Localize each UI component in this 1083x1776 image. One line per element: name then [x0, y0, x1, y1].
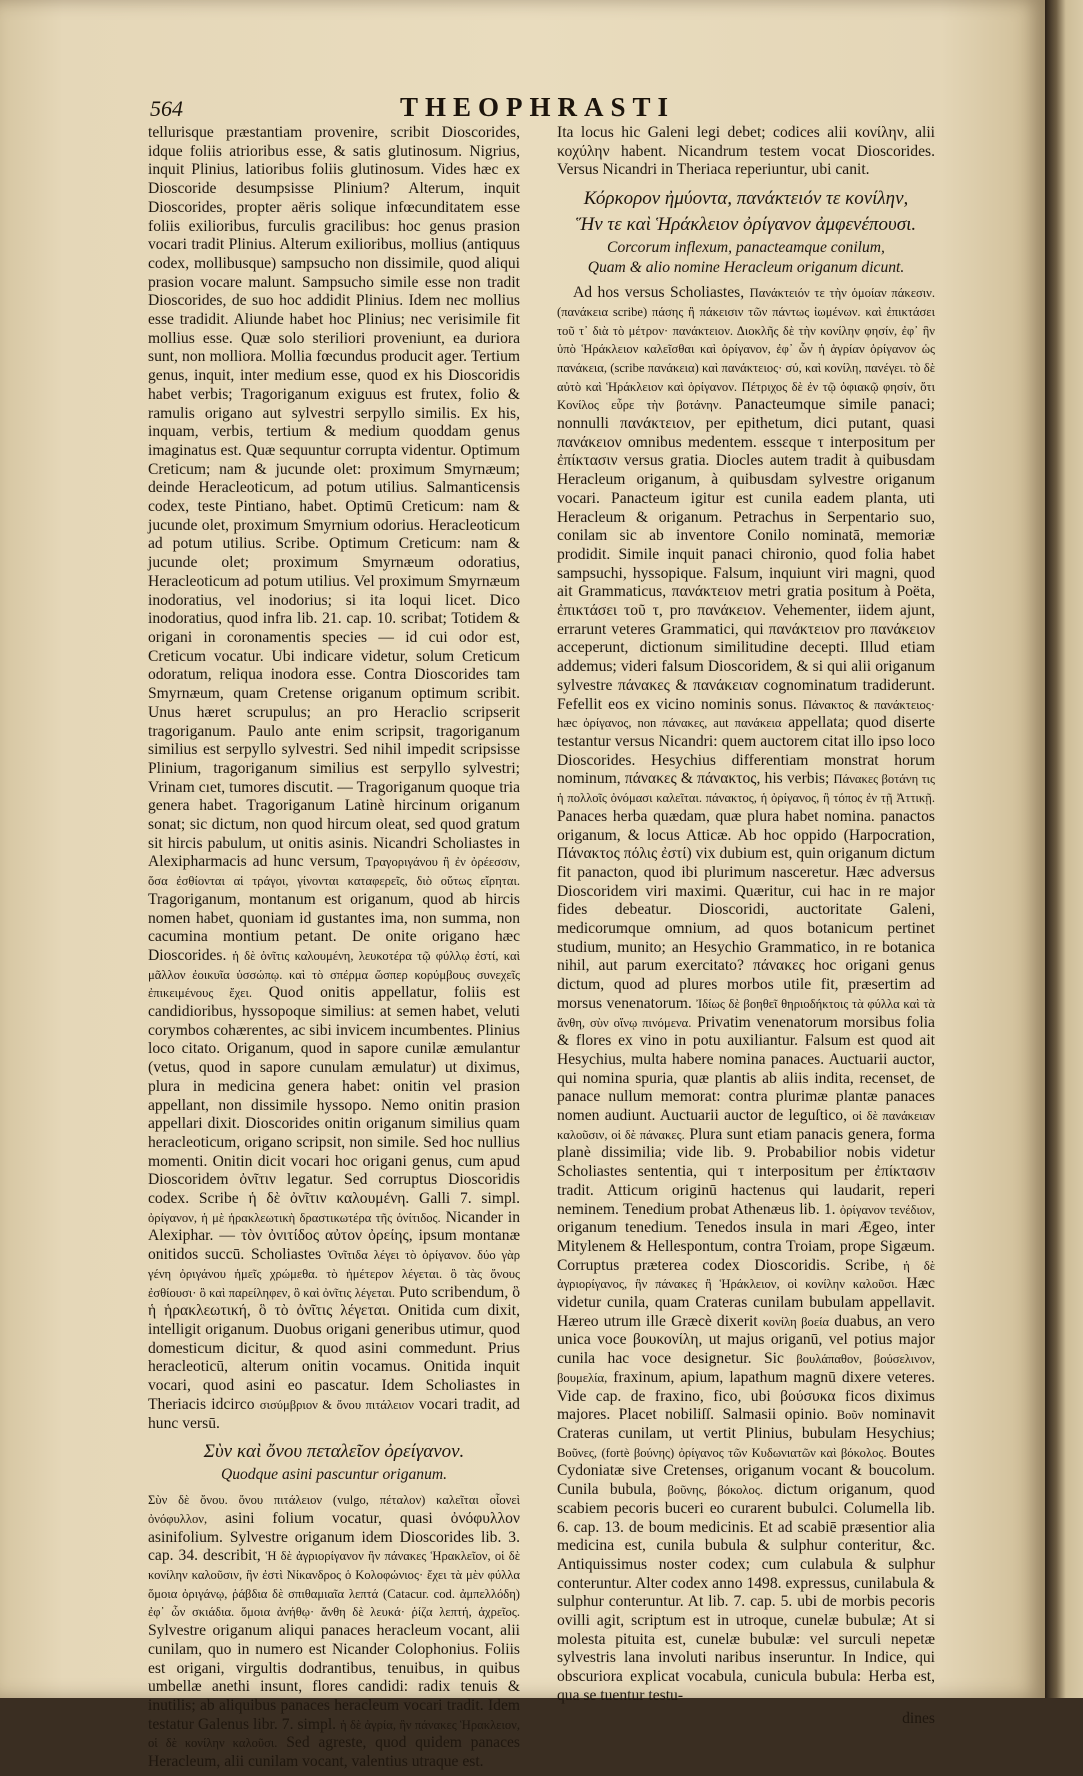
greek-quote: ὀρίγανον, ἡ μὲ ἡρακλεωτικὴ δραστικωτέρα τῆς ὀνίτιδος. [148, 1210, 441, 1225]
right-column [557, 124, 935, 1728]
text-run: Sylvestre origanum aliqui panaces heracleum vocant, alii cunilam, quo in numero est Nicander Colophonius. Foliis est origani, virgultis dodrantibus, tenuibus, in quibus umbellæ anethi insunt, flores candidi: radix tenuis & inutilis; ab aliquibus panaces heracleum vocari tradit. Idem testatur Galenus libr. 7. simpl. [148, 1622, 520, 1733]
text-run: Puto scribendum, ὃ ἡ ἡρακλεωτική, ὃ τὸ ὀνῖτις λέγεται. Onitida cum dixit, intelligit origanum. Duobus origani generibus utimur, quod domesticum dicitur, & quod asini commedunt. Prius heracleoticū, alterum onitin vocamus. Onitida inquit vocari, quod asini eo pascatur. Idem Scholiastes in Theriacis idcirco [148, 1283, 520, 1413]
text-run: Panaces herba quædam, quæ plura habet nomina. panactos origanum, & locus Atticæ. Ab hoc oppido (Harpocration, Πάνακτος πόλις ἐστί) vix dubium est, quin origanum dictum fit panacton, quod ibi plurimum nasceretur. Hæc adversus Dioscoridem viri maximi. Quæritur, cui hac in re major fides debeatur. Dioscoridi, auctoritate Galeni, medicorumque omnium, ad quos botanicum pertinet studium, munito; an Hesychio Grammatico, in re botanica nihil, aut parum exercitato? πάνακες hoc origani genus dictum, quod ad plures morbos utile fit, præsertim ad morsus venenatorum. [557, 807, 935, 1012]
text-run: fraxinum, apium, lapathum magnū dixere veteres. Vide cap. de fraxino, fico, ubi βούσυκα ficos diximus majores. Placet nobiliſſ. Salmasii opinio. [557, 1368, 935, 1424]
greek-quote: Πανάκτειόν τε τὴν ὁμοίαν πάκεσιν. (πανάκεια scribe) πάσης ἢ πάκεισιν τῶν πάντως ἰωμένων. καὶ ἐπικτάσει τοῦ τ᾽ διὰ τὸ μέτρον· πανάκτειον. Διοκλῆς δὲ τὴν κονίλην φησίν, ἐφ᾽ ἣν ὑπὸ Ἡράκλειον καλεῖσθαι καὶ ὀρίγανον, ἐφ᾽ ὧν ἡ ἀγρίαν ὀρίγανον ὡς πανάκεια, (scribe πανάκεια) καὶ πανάκτειος· σύ, καὶ κονίλη, πανέγει. τὸ δὲ αὐτὸ καὶ Ἡράκλειον καὶ ὀρίγανον. Πέτριχος δὲ ἐν τῷ ὀφιακῷ φησίν, ὅτι Κονίλος εὗρε τὴν βοτάνην. [557, 286, 935, 413]
paragraph [148, 124, 520, 1433]
page-number: 564 [150, 96, 183, 121]
verse-latin-line: Quam & alio nomine Heracleum origanum dicunt. [587, 259, 905, 277]
greek-quote: Βοῦν [836, 1408, 864, 1423]
greek-quote: ἡ δὲ ἀγρία, ἣν πάνακες Ἡρακλειον, οἱ δὲ κονίλην καλοῦσι. [148, 1717, 520, 1751]
text-run: Privatim venenatorum morsibus folia & flores ex vino in potu auxiliantur. Falsum est quod ait Hesychius, multa habere nomina panaces. Auctuarii auctor, qui nomina spuria, quæ plantis ab aliis indita, recenset, de panace nullum memorat: contra plurimæ plantæ panaces nomen audiunt. Auctuarii auctor de leguſtico, [557, 1013, 935, 1125]
text-run: Quod onitis appellatur, foliis est candidioribus, hyssopoque similius: at semen habet, veluti corymbos cohærentes, ac sibi invicem incumbentes. Plinius loco citato. Origanum, quod in sapore cunilæ æmulantur (vetus, quod in sapore cunulam æmulatur) ut diximus, plura in medicina genera habet: onitin vel prasion appellant, non dissimile hyssopo. Nemo onitin prasion appellari dixit. Dioscorides onitin origanum similius quam heracleoticum, origano scripsit, non simile. Sed hoc nullius momenti. Onitin dicit vocari hoc origani genus, cum apud Dioscoridem ὀνῖτιν legatur. Sed corruptus Dioscoridis codex. Scribe ἡ δὲ ὀνῖτιν καλουμένη. Galli 7. simpl. [148, 984, 520, 1208]
left-column [148, 124, 520, 1776]
catchword: dines [902, 1709, 935, 1727]
facing-page-edge [1045, 0, 1083, 1698]
text-run: appellata; quod diserte testantur versus Nicandri: quem auctorem citat illo ipso loco Dioscorides. Hesychius differentiam monstrat horum nominum, πάνακες & πάνακτος, his verbis; [557, 714, 935, 788]
paragraph [148, 1491, 520, 1772]
text-run: Nicander in Alexiphar. — τὸν ὀνιτίδος αὐτον ὀρείης, ipsum montanæ onitidos succū. Scholiastes [148, 1208, 520, 1264]
text-run: Sed agreste, quod quidem panaces Heracleum, alii cunilam vocant, valentius utraque est. [148, 1734, 520, 1771]
greek-quote: Πάνακες βοτάνη τις ἡ πολλοῖς ὀνόμασι καλεῖται. πάνακτος, ἡ ὀρίγανος, ἢ τόπος ἐν τῇ Ἀττικῇ. [557, 772, 935, 806]
text-run: asini folium vocatur, quasi ὀνόφυλλον asinifolium. Sylvestre origanum idem Dioscorides lib. 3. cap. 34. describit, [148, 1509, 520, 1565]
greek-quote: Τραγοριγάνου ἢ ἐν ὀρέεσσιν, ὅσα ἐσθίονται αἱ τράγοι, γίνονται καταφερεῖς, διὸ οὕτως εἴρηται. [148, 855, 520, 889]
paragraph [557, 124, 935, 180]
greek-quote: Ἰδίως δὲ βοηθεῖ θηριοδήκτοις τὰ φύλλα καὶ τὰ ἄνθη, σὺν οἴνῳ πινόμενα. [557, 996, 935, 1030]
greek-quote: βουλάπαθον, βούσελινον, βουμελία, [557, 1352, 935, 1385]
text-run: nominavit Crateras cunilam, ut vertit Plinius, bubulam Hesychius; [557, 1406, 935, 1442]
page-header [150, 90, 930, 124]
text-run: Hæc videtur cunila, quam Crateras cunilam bubulam appellavit. Hæreo utrum ille Græcè dixerit [557, 1275, 935, 1330]
greek-quote: ἡ δὲ ἀγριορίγανος, ἣν πάνακες ἢ Ἡράκλειον, οἱ κονίλην καλοῦσι. [557, 1258, 935, 1292]
greek-quote: Βοῦνες, (fortè βούνης) ὀρίγανος τῶν Κυδωνιατῶν καὶ βόκολος. [557, 1445, 887, 1460]
verse-block [557, 186, 935, 278]
text-run: Plura sunt etiam panacis genera, forma planè dissimilia; vide lib. 9. Probabilior nobis videtur Scholiastes sententia, qui τ interpositum per ἐπίκτασιν tradit. Atticum originū hactenus qui laudarit, reperi neminem. Tenedium probat Athenæus lib. 1. [557, 1125, 935, 1218]
verse-latin-line: Corcorum inflexum, panacteamque conilum, [607, 239, 885, 257]
greek-quote: οἱ δὲ πανάκειαν καλοῦσιν, οἱ δὲ πάνακες. [557, 1109, 935, 1142]
greek-quote: σισύμβριον & ὄνου πιτάλειον [259, 1397, 414, 1412]
greek-quote: Ἡ δὲ ἀγριορίγανον ἣν πάνακες Ἡρακλεῖον, οἱ δὲ κονίλην καλοῦσιν, ἣν ἐστὶ Νίκανδρος ὁ Κολοφώνιος· ἔχει τὰ μὲν φύλλα ὅμοια ὀριγάνῳ, ῥάβδια δὲ σπιθαμιαῖα λεπτά (Catacur. cod. ἀμπελλόδη) ἐφ᾽ ὧν σκιάδια. ὅμοια ἀνήθῳ· ἄνθη δὲ λευκά· ῥίζα λεπτή, ἀχρεῖος. [148, 1549, 521, 1620]
text-run: Ad hos versus Scholiastes, [573, 284, 745, 302]
verse-greek-line: Κόρκορον ἠμύοντα, πανάκτειόν τε κονίλην, [583, 188, 909, 210]
greek-quote: Σὺν δὲ ὄνου. ὄνου πιτάλειον (vulgo, πέταλον) καλεῖται οἷονεὶ ὀνόφυλλον, [148, 1493, 520, 1526]
verse-greek-line: Ἥν τε καὶ Ἡράκλειον ὀρίγανον ἀμφενέπουσι. [575, 214, 917, 236]
text-run: duabus, an vero unica voce βουκονίλη, ut majus origanū, vel potius major cunila hac voce designetur. Sic [557, 1312, 935, 1368]
text-run: Boutes Cydoniatæ sive Cretenses, origanum vocant & boucolum. Cunila bubula, [557, 1443, 935, 1499]
greek-quote: κονίλη βοεία [762, 1314, 830, 1329]
text-run: vocari tradit, ad hunc versū. [148, 1395, 520, 1432]
greek-quote: ἡ δὲ ὀνῖτις καλουμένη, λευκοτέρα τῷ φύλλῳ ἐστί, καὶ μᾶλλον ἐοικυῖα ὑσσώπῳ. καὶ τὸ σπέρμα ὥσπερ κορύμβους συνεχεῖς ἐπικειμένους ἔχει. [148, 948, 520, 1001]
text-run: tellurisque præstantiam provenire, scribit Dioscorides, idque foliis atrioribus esse, & satis glutinosum. Nigrius, inquit Plinius, latioribus foliis glutinosum. Vides hæc ex Dioscoride desumpsisse Plinium? Alterum, inquit Dioscorides, propter aëris solique infœcunditatem esse foliis exilioribus, furculis gracilibus: hoc genus prasion vocari tradit Plinius. Alterum exilioribus, mollius (antiquus codex, mollibusque) sampsucho non dissimile, quod aliqui prasion vocare malunt. Sampsucho simile esse non tradit Dioscorides, de suo hoc addidit Plinius. Idem nec mollius esse tradidit. Aliunde habet hoc Plinius; nec verisimile fit mollius esse. Quæ solo steriliori proveniunt, ea duriora sunt, non molliora. Mollia fœcundus producit ager. Tertium genus, inquit, inter medium esse, quod ex his Dioscoridis habet verbis; Tragoriganum exiguus est frutex, folio & ramulis origano aut sylvestri serpyllo similis. Ex his, inquam, verbis, tertium & medium quoddam genus imaginatus est. Quæ sequuntur corrupta videntur. Optimum Creticum; nam & jucunde olet: proximum Smyrnæum; deinde Heracleoticum, ad potum utilius. Salmanticensis codex, teste Pintiano, habet. Optimū Creticum: nam & jucunde olet, proximum Smyrnium odorius. Heracleoticum ad potum utilius. Scribe. Optimum Creticum: nam & jucunde olet; proximum Smyrnæum odoratius, Heracleoticum ad potum utilius. Vel proximum Smyrnæum inodoratius, vel inodorius; si ita loqui licet. Dico inodoratius, quod infra lib. 21. cap. 10. scribat; Totidem & origani in coronamentis species — id cui odor est, Creticum vocatur. Ubi indicare videtur, solum Creticum odoratum, reliqua inodora esse. Contra Dioscorides tam Smyrnæum, quam Cretense origanum optimum scribit. Unus hæret scrupulus; an pro Heraclio scripserit tragoriganum. Paulo ante enim scripsit, tragoriganum similius est serpyllo sylvestri. Sed nihil impedit scripsisse Plinium, tragoriganum similius est serpyllo sylvestri; Vrinam cıet, tumores discutit. — Tragoriganum quoque tria genera habet. Tragoriganum Latinè hircinum origanum sonat; sic dictum, non quod hircum oleat, sed quod gratum sit hircis pabulum, ut onitis asinis. Nicandri Scholiastes in Alexipharmacis ad hunc versum, [148, 124, 520, 871]
greek-quote: Πάνακτος & πανάκτειος· hæc ὀρίγανος, non πάνακες, aut πανάκεια [557, 697, 935, 731]
text-run: Ita locus hic Galeni legi debet; codices alii κονίλην, alii κοχύλην habent. Nicandrum testem vocat Dioscorides. Versus Nicandri in Theriaca reperiuntur, ubi canit. [557, 124, 935, 179]
paragraph [557, 284, 935, 1705]
greek-quote: βοῦνης, βόκολος. [667, 1483, 763, 1498]
greek-quote: Ὀνῖτιδα λέγει τὸ ὀρίγανον. δύο γὰρ γένη ὀριγάνου ἡμεῖς χρώμεθα. τὸ ἡμέτερον λέγεται. ὃ τὰς ὄνους ἐσθίουσι· ὃ καὶ παρείληφεν, ὃ καὶ ὀνῖτις λέγεται. [148, 1248, 520, 1300]
verse-greek: Σὺν καὶ ὄνου πεταλεῖον ὀρείγανον. [203, 1441, 465, 1463]
verse-latin: Quodque asini pascuntur origanum. [220, 1466, 448, 1484]
text-run: Panacteumque simile panaci; nonnulli πανάκτειον, per epithetum, dici putant, quasi πανάκειον omnibus medentem. essεque τ interpositum per ἐπίκτασιν versus gratia. Diocles autem tradit à quibusdam Heracleum origanum, à quibusdam sylvestre origanum vocari. Panacteum igitur est cunila eadem planta, uti Heracleum & origanum. Petrachus in Serpentario suo, conilam sic ab inventore Conilo nominatā, memoriæ prodidit. Simile inquit panaci chironio, quod folia habet sampsuchi, hyssopique. Falsum, inquiunt viri magni, quod ait Grammaticus, πανάκτειον metri gratia positum à Poëta, ἐπικτάσει τοῦ τ, pro πανάκειον. Vehementer, iidem ajunt, errarunt veteres Grammatici, qui πανάκτειον pro πανάκειον acceperunt, dictionum similitudine decepti. Illud etiam addemus; videri falsum Dioscoridem, & si qui alii origanum sylvestre πάνακες & πανάκειαν cognominatum tradiderunt. Fefellit eos ex vicino nominis sonus. [557, 396, 935, 713]
running-title: THEOPHRASTI [400, 92, 676, 122]
text-run: origanum tenedium. Tenedos insula in mari Ægeo, inter Mitylenem & Hellespontum, contra Troiam, prope Sigæum. Corruptus præterea codex Dioscoridis. Scribe, [557, 1219, 935, 1274]
text-run: dictum origanum, quod scabiem pecoris buceri eo curarent bubulci. Columella lib. 6. cap. 13. de boum medicinis. Et ad scabiē præsentior alia medicina est, cunila bubula & sulphur conteritur, &c. Antiquissimus noster codex; cum culabula & sulphur conteruntur. Alter codex anno 1498. expressus, cunilabula & sulphur conteruntur. At lib. 7. cap. 5. ubi de morbis pecoris ovilli agit, scriptum est in utroque, cunelæ bubulæ; At si molesta pituita est, cunelæ bubulæ: vel surculi nepetæ sylvestris lana involuti naribus inseruntur. In Indice, qui obscuriora explicat vocabula, cunicula bubula: Herba est, qua se tuentur testu- [557, 1481, 935, 1704]
greek-quote: ὀρίγανον τενέδιον, [839, 1202, 935, 1217]
verse-block [148, 1439, 520, 1485]
text-run: Tragoriganum, montanum est origanum, quod ab hircis nomen habet, quoniam id gustantes ima, non summa, non cacumina montium petant. De onite origano hæc Dioscorides. [148, 890, 520, 964]
